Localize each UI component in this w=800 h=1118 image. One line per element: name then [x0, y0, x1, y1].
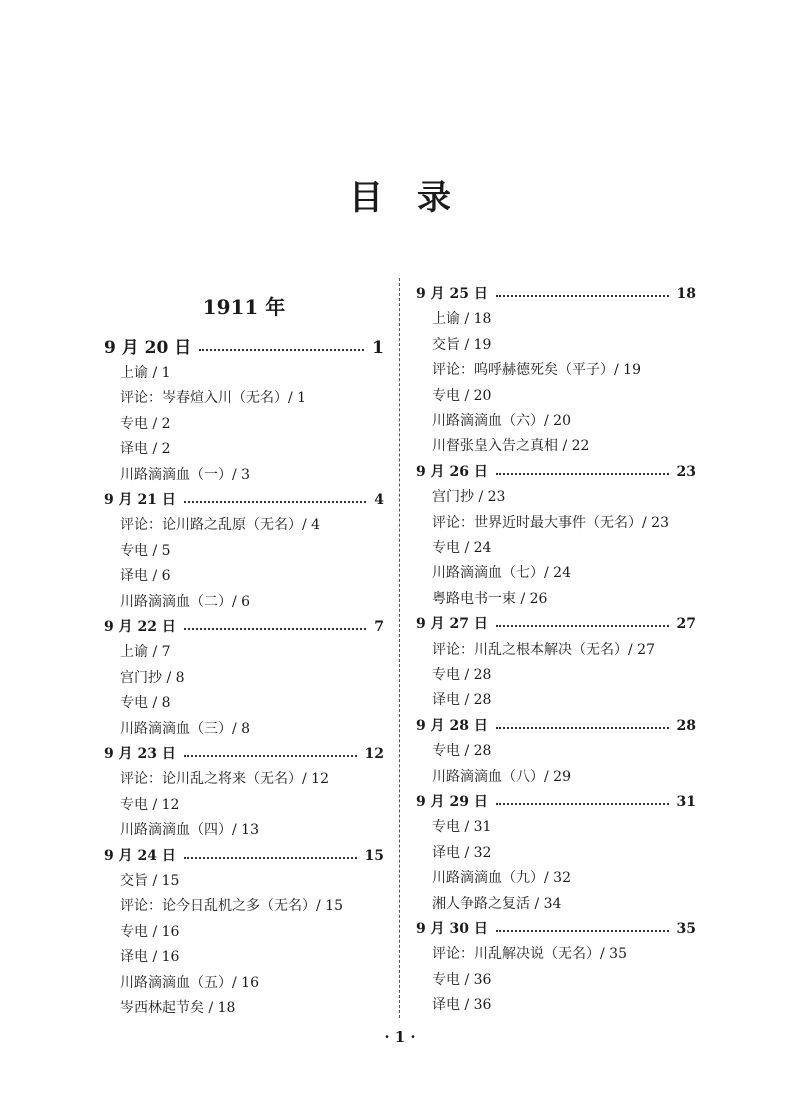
toc-entry: 译电 / 28: [432, 692, 492, 709]
toc-entry: 译电 / 2: [120, 441, 171, 458]
toc-page-number: 15: [364, 847, 384, 864]
toc-entry: 专电 / 12: [120, 796, 180, 813]
toc-date: 9 月 21 日: [104, 492, 176, 508]
toc-entry: 岑西林起节矣 / 18: [120, 1000, 236, 1016]
toc-date: 9 月 26 日: [416, 463, 488, 480]
toc-entry: 川路滴滴血（五）/ 16: [120, 974, 259, 991]
toc-page-number: 27: [676, 616, 696, 633]
toc-entry: 专电 / 31: [432, 819, 492, 836]
toc-entry: 川路滴滴血（九）/ 32: [432, 870, 571, 887]
toc-entry: 宫门抄 / 8: [120, 669, 185, 686]
toc-entry: 川路滴滴血（二）/ 6: [120, 593, 251, 610]
toc-entry: 专电 / 36: [432, 971, 492, 988]
toc-entry: 专电 / 8: [120, 695, 171, 712]
dot-leader: [184, 628, 366, 630]
toc-date: 9 月 24 日: [104, 847, 176, 864]
toc-date: 9 月 28 日: [416, 717, 488, 734]
toc-entry: 评论：呜呼赫德死矣（平子）/ 19: [432, 362, 641, 379]
toc-date-row: [416, 462, 696, 482]
title-char-2: 录: [417, 178, 451, 218]
toc-page-number: 28: [676, 717, 696, 734]
toc-entry: 交旨 / 15: [120, 873, 180, 889]
toc-date-row: [416, 284, 696, 304]
dot-leader: [184, 755, 357, 757]
toc-entry: 宫门抄 / 23: [432, 489, 506, 506]
toc-entry: 川路滴滴血（六）/ 20: [432, 413, 571, 429]
dot-leader: [496, 473, 669, 475]
dot-leader: [496, 295, 669, 297]
toc-entry: 评论：岑春煊入川（无名）/ 1: [120, 390, 307, 407]
toc-entry: 译电 / 36: [432, 997, 492, 1014]
toc-date-row: [104, 336, 384, 360]
toc-entry: 上谕 / 1: [120, 365, 171, 381]
toc-entry: 川路滴滴血（七）/ 24: [432, 565, 571, 582]
toc-entry: 译电 / 6: [120, 568, 171, 585]
toc-entry: 专电 / 2: [120, 415, 171, 432]
toc-entry: 评论：论川乱之将来（无名）/ 12: [120, 771, 329, 788]
toc-entry: 专电 / 24: [432, 540, 492, 556]
toc-entry: 川路滴滴血（三）/ 8: [120, 720, 251, 737]
toc-page-number: 7: [374, 619, 384, 635]
dot-leader: [199, 349, 364, 351]
toc-entry: 川路滴滴血（一）/ 3: [120, 466, 251, 483]
toc-page-number: 1: [372, 338, 384, 358]
toc-date: 9 月 25 日: [416, 286, 488, 302]
toc-date-row: [104, 617, 384, 637]
toc-page-number: 18: [676, 286, 696, 302]
toc-entry: 评论：川乱解决说（无名）/ 35: [432, 946, 627, 963]
toc-entry: 专电 / 5: [120, 542, 171, 559]
toc-entry: 译电 / 32: [432, 844, 492, 861]
toc-entry: 交旨 / 19: [432, 336, 492, 353]
toc-entry: 湘人争路之复活 / 34: [432, 895, 562, 912]
toc-date-row: [416, 919, 696, 939]
page-number: · 1 ·: [384, 1028, 416, 1046]
toc-page-number: 31: [676, 794, 696, 810]
toc-entry: 川路滴滴血（八）/ 29: [432, 768, 571, 785]
toc-date-row: [416, 716, 696, 736]
toc-entry: 川路滴滴血（四）/ 13: [120, 822, 259, 839]
toc-date: 9 月 29 日: [416, 794, 488, 810]
toc-entry: 专电 / 16: [120, 923, 180, 940]
toc-entry: 专电 / 28: [432, 743, 492, 760]
toc-page-number: 12: [364, 746, 384, 762]
toc-date-row: [104, 846, 384, 866]
toc-entry: 上谕 / 18: [432, 311, 492, 328]
toc-entry: 上谕 / 7: [120, 644, 171, 661]
dot-leader: [184, 857, 357, 859]
toc-page-number: 35: [676, 921, 696, 937]
year-heading: 1911 年: [202, 295, 286, 319]
toc-entry: 专电 / 20: [432, 387, 492, 404]
toc-date-row: [104, 744, 384, 764]
page-title: [0, 170, 800, 219]
toc-page-number: 23: [676, 463, 696, 480]
toc-entry: 粤路电书一束 / 26: [432, 590, 548, 607]
toc-entry: 评论：论川路之乱原（无名）/ 4: [120, 517, 321, 534]
dot-leader: [496, 930, 669, 932]
column-divider: [399, 278, 400, 1018]
toc-date: 9 月 22 日: [104, 619, 176, 635]
toc-date: 9 月 30 日: [416, 921, 488, 937]
toc-date-row: [416, 792, 696, 812]
toc-date-row: [104, 490, 384, 510]
dot-leader: [184, 501, 366, 503]
toc-date: 9 月 23 日: [104, 746, 176, 762]
toc-date: 9 月 20 日: [104, 338, 192, 358]
title-char-1: 目: [349, 178, 383, 218]
toc-entry: 专电 / 28: [432, 667, 492, 683]
dot-leader: [496, 803, 669, 805]
toc-entry: 译电 / 16: [120, 949, 180, 966]
toc-entry: 川督张皇入告之真相 / 22: [432, 438, 590, 455]
toc-entry: 评论：世界近时最大事件（无名）/ 23: [432, 514, 669, 531]
toc-date: 9 月 27 日: [416, 616, 488, 633]
dot-leader: [496, 625, 669, 627]
toc-page-number: 4: [374, 492, 384, 508]
toc-entry: 评论：论今日乱机之多（无名）/ 15: [120, 898, 343, 915]
toc-entry: 评论：川乱之根本解决（无名）/ 27: [432, 641, 655, 658]
dot-leader: [496, 727, 669, 729]
toc-date-row: [416, 614, 696, 634]
